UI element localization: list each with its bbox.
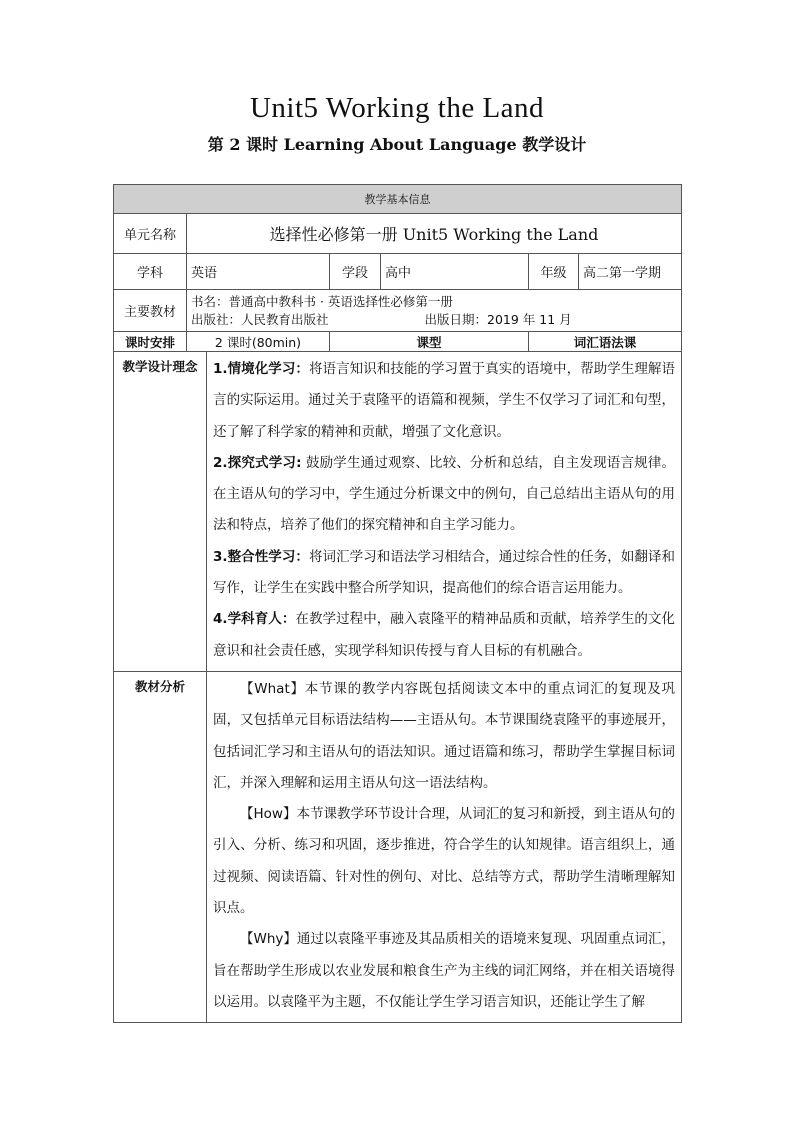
concept-item-1: 1.情境化学习：将语言知识和技能的学习置于真实的语境中，帮助学生理解语言的实际运用。通过关于袁隆平的语篇和视频，学生不仅学习了词汇和句型，还了解了科学家的精神和贡献，增强了文化意识。 <box>213 361 676 440</box>
lesson-type-value: 词汇语法课 <box>529 332 682 352</box>
lesson-info-table <box>113 184 682 1023</box>
stage-label: 学段 <box>330 254 381 290</box>
analysis-what: 【What】本节课的教学内容既包括阅读文本中的重点词汇的复现及巩固，又包括单元目标语法结构——主语从句。本节课围绕袁隆平的事迹展开，包括词汇学习和主语从句的语法知识。通过语篇和练习，帮助学生掌握目标词汇，并深入理解和运用主语从句这一语法结构。 <box>213 680 675 791</box>
material-analysis-content <box>207 671 682 1022</box>
textbook-label: 主要教材 <box>114 290 187 332</box>
lesson-type-label: 课型 <box>330 332 529 352</box>
design-concept-content <box>207 352 682 672</box>
subject-value: 英语 <box>187 254 330 290</box>
concept-item-3: 3.整合性学习：将词汇学习和语法学习相结合，通过综合性的任务，如翻译和写作，让学生在实践中整合所学知识，提高他们的综合语言运用能力。 <box>213 548 676 597</box>
table-header: 教学基本信息 <box>114 185 682 214</box>
analysis-how: 【How】本节课教学环节设计合理，从词汇的复习和新授，到主语从句的引入、分析、练习和巩固，逐步推进，符合学生的认知规律。语言组织上，通过视频、阅读语篇、针对性的例句、对比、总结等方式，帮助学生清晰理解知识点。 <box>213 806 675 917</box>
document-title: Unit5 Working the Land <box>249 92 545 124</box>
subject-label: 学科 <box>114 254 187 290</box>
unit-label: 单元名称 <box>114 214 187 254</box>
material-analysis-label: 教材分析 <box>114 671 207 1022</box>
book-name: 书名：普通高中教科书 · 英语选择性必修第一册 <box>191 293 453 309</box>
schedule-label: 课时安排 <box>114 332 187 352</box>
grade-value: 高二第一学期 <box>579 254 682 290</box>
unit-value: 选择性必修第一册 Unit5 Working the Land <box>187 214 682 254</box>
analysis-why: 【Why】通过以袁隆平事迹及其品质相关的语境来复现、巩固重点词汇，旨在帮助学生形成以农业发展和粮食生产为主线的词汇网络，并在相关语境得以运用。以袁隆平为主题，不仅能让学生学习语言知识，还能让学生了解 <box>213 931 675 1010</box>
grade-label: 年级 <box>529 254 579 290</box>
textbook-info <box>187 290 682 332</box>
publisher-line <box>191 311 677 329</box>
stage-value: 高中 <box>381 254 529 290</box>
document-subtitle: 第 2 课时 Learning About Language 教学设计 <box>207 135 587 154</box>
publish-date: 出版日期：2019 年 11 月 <box>424 311 572 327</box>
concept-item-4: 4.学科育人：在教学过程中，融入袁隆平的精神品质和贡献，培养学生的文化意识和社会责任感，实现学科知识传授与育人目标的有机融合。 <box>213 611 676 659</box>
design-concept-label: 教学设计理念 <box>114 352 207 672</box>
schedule-value: 2 课时(80min) <box>187 332 330 352</box>
publisher: 出版社：人民教育出版社 <box>191 311 329 327</box>
concept-item-2: 2.探究式学习: 鼓励学生通过观察、比较、分析和总结，自主发现语言规律。在主语从句的学习中，学生通过分析课文中的例句，自己总结出主语从句的用法和特点，培养了他们的探究精神和自主学习能力。 <box>213 454 676 534</box>
